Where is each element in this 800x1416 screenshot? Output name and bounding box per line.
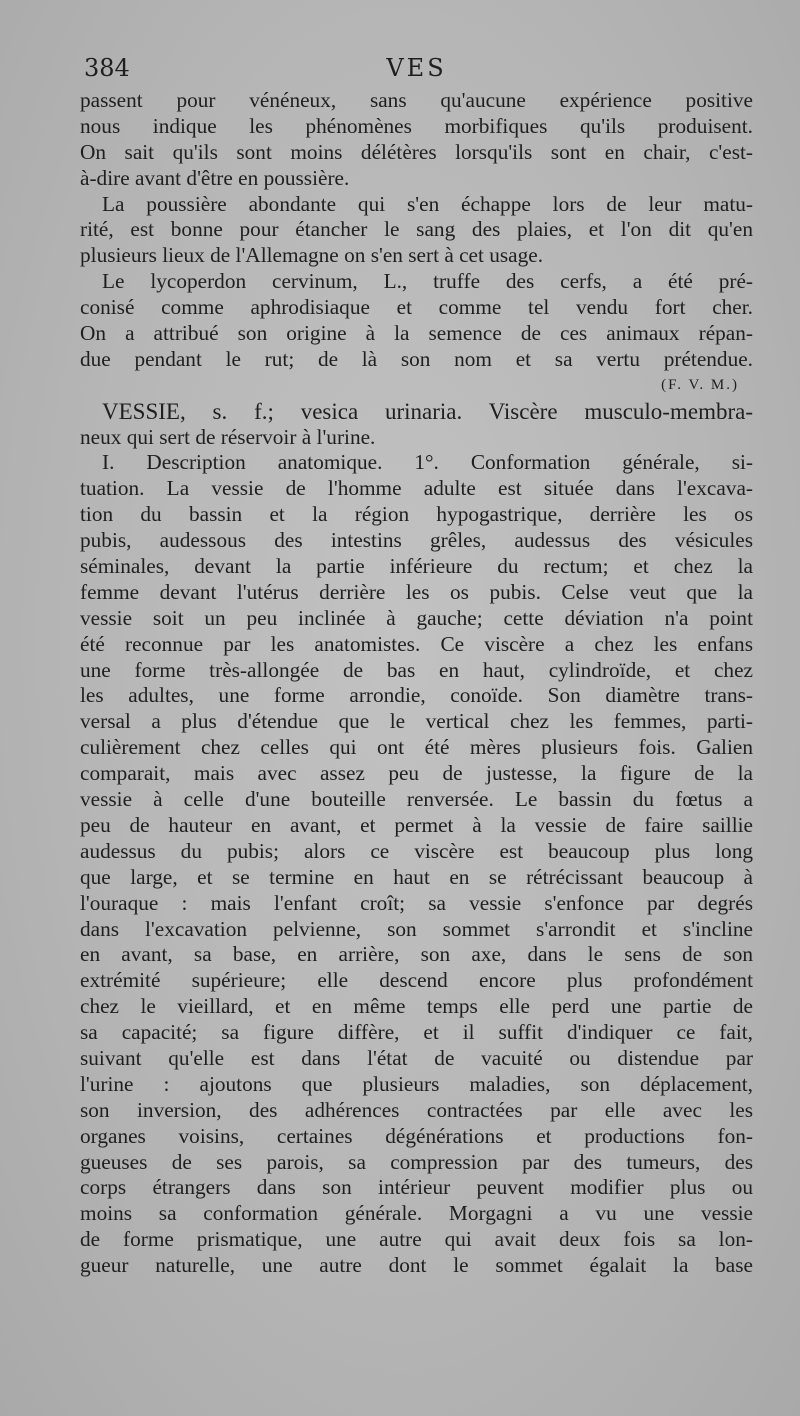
text-line: neux qui sert de réservoir à l'urine. (80, 424, 376, 449)
text-line: à-dire avant d'être en poussière. (80, 165, 350, 190)
text-line: tion du bassin et la région hypogastrique, derrière les os (80, 502, 753, 527)
text-line: son inversion, des adhérences contractées par elle avec les (80, 1097, 753, 1122)
text-line: corps étrangers dans son intérieur peuvent modifier plus ou (80, 1175, 753, 1200)
text-line: conisé comme aphrodisiaque et comme tel vendu fort cher. (80, 295, 753, 320)
page-number: 384 (84, 54, 130, 82)
page (80, 52, 753, 1392)
text-line: vessie soit un peu inclinée à gauche; cette déviation n'a point (80, 605, 753, 630)
text-line: femme devant l'utérus derrière les os pubis. Celse veut que la (80, 579, 753, 604)
text-line: l'ouraque : mais l'enfant croît; sa vessie s'enfonce par degrés (80, 890, 753, 915)
text-line: moins sa conformation générale. Morgagni a vu une vessie (80, 1201, 753, 1226)
text-line: de forme prismatique, une autre qui avait deux fois sa lon- (80, 1227, 753, 1252)
text-line: La poussière abondante qui s'en échappe lors de leur matu- (102, 191, 753, 216)
text-line: chez le vieillard, et en même temps elle perd une partie de (80, 994, 753, 1019)
text-line: l'urine : ajoutons que plusieurs maladies, son déplacement, (80, 1071, 753, 1096)
text-line: plusieurs lieux de l'Allemagne on s'en sert à cet usage. (80, 243, 544, 268)
text-line: pubis, audessous des intestins grêles, audessus des vésicules (80, 528, 753, 553)
text-line: On sait qu'ils sont moins délétères lorsqu'ils sont en chair, c'est- (80, 139, 753, 164)
text-line: été reconnue par les anatomistes. Ce viscère a chez les enfans (80, 631, 753, 656)
entry-heading-line: VESSIE, s. f.; vesica urinaria. Viscère musculo-membra- (102, 398, 753, 424)
page-header (80, 52, 753, 88)
text-line: tuation. La vessie de l'homme adulte est située dans l'excava- (80, 476, 753, 501)
text-line: dans l'excavation pelvienne, son sommet s'arrondit et s'incline (80, 916, 753, 941)
text-line: rité, est bonne pour étancher le sang des plaies, et l'on dit qu'en (80, 217, 753, 242)
author-initials: (F. V. M.) (661, 376, 739, 393)
text-line: culièrement chez celles qui ont été mères plusieurs fois. Galien (80, 735, 753, 760)
text-line: une forme très-allongée de bas en haut, cylindroïde, et chez (80, 657, 753, 682)
text-line: comparait, mais avec assez peu de justesse, la figure de la (80, 761, 753, 786)
text-line: en avant, sa base, en arrière, son axe, dans le sens de son (80, 942, 753, 967)
text-line: Le lycoperdon cervinum, L., truffe des cerfs, a été pré- (102, 269, 753, 294)
text-line: les adultes, une forme arrondie, conoïde. Son diamètre trans- (80, 683, 753, 708)
text-line: organes voisins, certaines dégénérations et productions fon- (80, 1123, 753, 1148)
text-line: peu de hauteur en avant, et permet à la vessie de faire saillie (80, 812, 753, 837)
text-line: que large, et se termine en haut en se rétrécissant beaucoup à (80, 864, 753, 889)
text-line: sa capacité; sa figure diffère, et il suffit d'indiquer ce fait, (80, 1020, 753, 1045)
text-line: audessus du pubis; alors ce viscère est beaucoup plus long (80, 838, 753, 863)
text-line: due pendant le rut; de là son nom et sa vertu prétendue. (80, 346, 753, 371)
text-line: nous indique les phénomènes morbifiques qu'ils produisent. (80, 113, 753, 138)
body-text (80, 88, 753, 1279)
text-line: gueur naturelle, une autre dont le sommet égalait la base (80, 1253, 753, 1278)
text-line: passent pour vénéneux, sans qu'aucune expérience positive (80, 88, 753, 112)
text-line: versal a plus d'étendue que le vertical chez les femmes, parti- (80, 709, 753, 734)
text-line: suivant qu'elle est dans l'état de vacuité ou distendue par (80, 1045, 753, 1070)
text-line: vessie à celle d'une bouteille renversée. Le bassin du fœtus a (80, 787, 753, 812)
text-line: gueuses de ses parois, sa compression par des tumeurs, des (80, 1149, 753, 1174)
text-line: On a attribué son origine à la semence de ces animaux répan- (80, 321, 753, 346)
running-head: VES (386, 54, 447, 82)
text-line: I. Description anatomique. 1°. Conformation générale, si- (102, 450, 753, 475)
text-line: extrémité supérieure; elle descend encore plus profondément (80, 968, 753, 993)
text-line: séminales, devant la partie inférieure du rectum; et chez la (80, 554, 753, 579)
